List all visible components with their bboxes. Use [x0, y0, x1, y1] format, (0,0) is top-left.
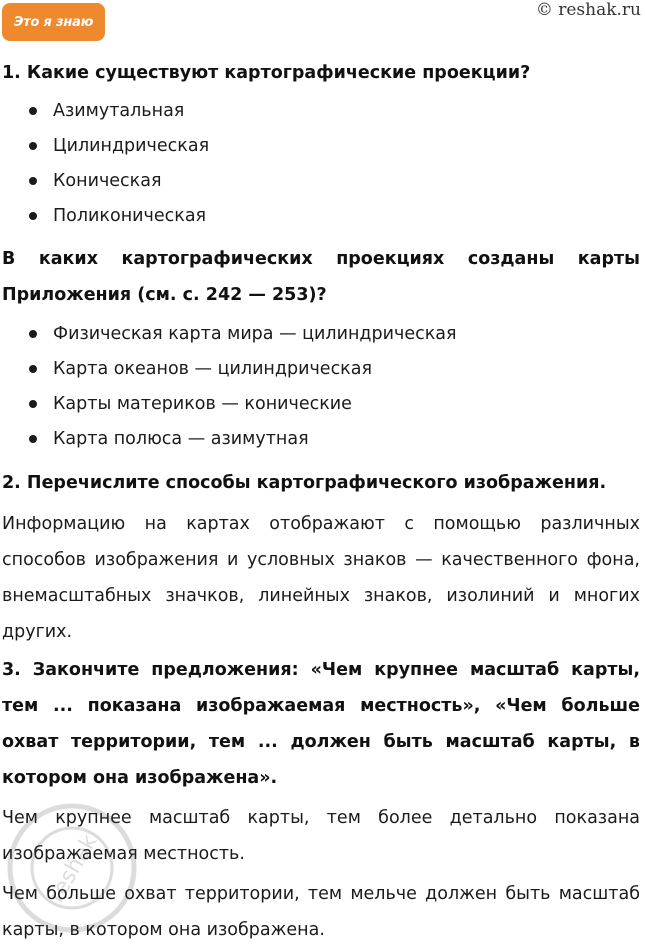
- list-item: [0, 94, 640, 129]
- maps-projection-list: [0, 317, 640, 457]
- list-item: [0, 422, 640, 457]
- bullet-icon: [29, 177, 37, 185]
- list-item: [0, 164, 640, 199]
- bullet-icon: [29, 107, 37, 115]
- list-item-text: Поликоническая: [53, 206, 207, 226]
- answer-2-paragraph: Информацию на картах отображают с помощью различных способов изображения и условных знаков — качественного фона, внемасштабных значков, линейных знаков, изолиний и многих других.: [2, 514, 640, 642]
- svg-text:reshak: reshak: [44, 830, 103, 907]
- question-1-title: 1. Какие существуют картографические проекции?: [2, 63, 531, 83]
- bullet-icon: [29, 212, 37, 220]
- answer-3-paragraph-1: Чем крупнее масштаб карты, тем более детально показана изображаемая местность.: [2, 808, 640, 864]
- list-item: [0, 129, 640, 164]
- list-item-text: Карты материков — конические: [53, 394, 352, 414]
- bullet-icon: [29, 400, 37, 408]
- section-badge: Это я знаю: [2, 3, 105, 41]
- list-item-text: Карта океанов — цилиндрическая: [53, 359, 373, 379]
- bullet-icon: [29, 142, 37, 150]
- list-item: [0, 352, 640, 387]
- list-item-text: Коническая: [53, 171, 162, 191]
- list-item-text: Физическая карта мира — цилиндрическая: [53, 324, 457, 344]
- list-item: [0, 387, 640, 422]
- bullet-icon: [29, 330, 37, 338]
- site-watermark: © reshak.ru: [535, 0, 641, 20]
- list-item: [0, 199, 640, 234]
- list-item-text: Цилиндрическая: [53, 136, 210, 156]
- answer-3-paragraph-2: Чем больше охват территории, тем мельче должен быть масштаб карты, в котором она изображена.: [2, 884, 640, 940]
- bullet-icon: [29, 365, 37, 373]
- question-2-title: 2. Перечислите способы картографического изображения.: [2, 473, 607, 493]
- bullet-icon: [29, 435, 37, 443]
- question-3-title: 3. Закончите предложения: «Чем крупнее масштаб карты, тем ... показана изображаемая местность», «Чем больше охват территории, тем ... должен быть масштаб карты, в котором она изображена».: [2, 660, 640, 788]
- list-item: [0, 317, 640, 352]
- list-item-text: Азимутальная: [53, 101, 185, 121]
- question-1b-title: В каких картографических проекциях созданы карты Приложения (см. с. 242 — 253)?: [2, 249, 640, 305]
- list-item-text: Карта полюса — азимутная: [53, 429, 309, 449]
- projection-list: [0, 94, 640, 234]
